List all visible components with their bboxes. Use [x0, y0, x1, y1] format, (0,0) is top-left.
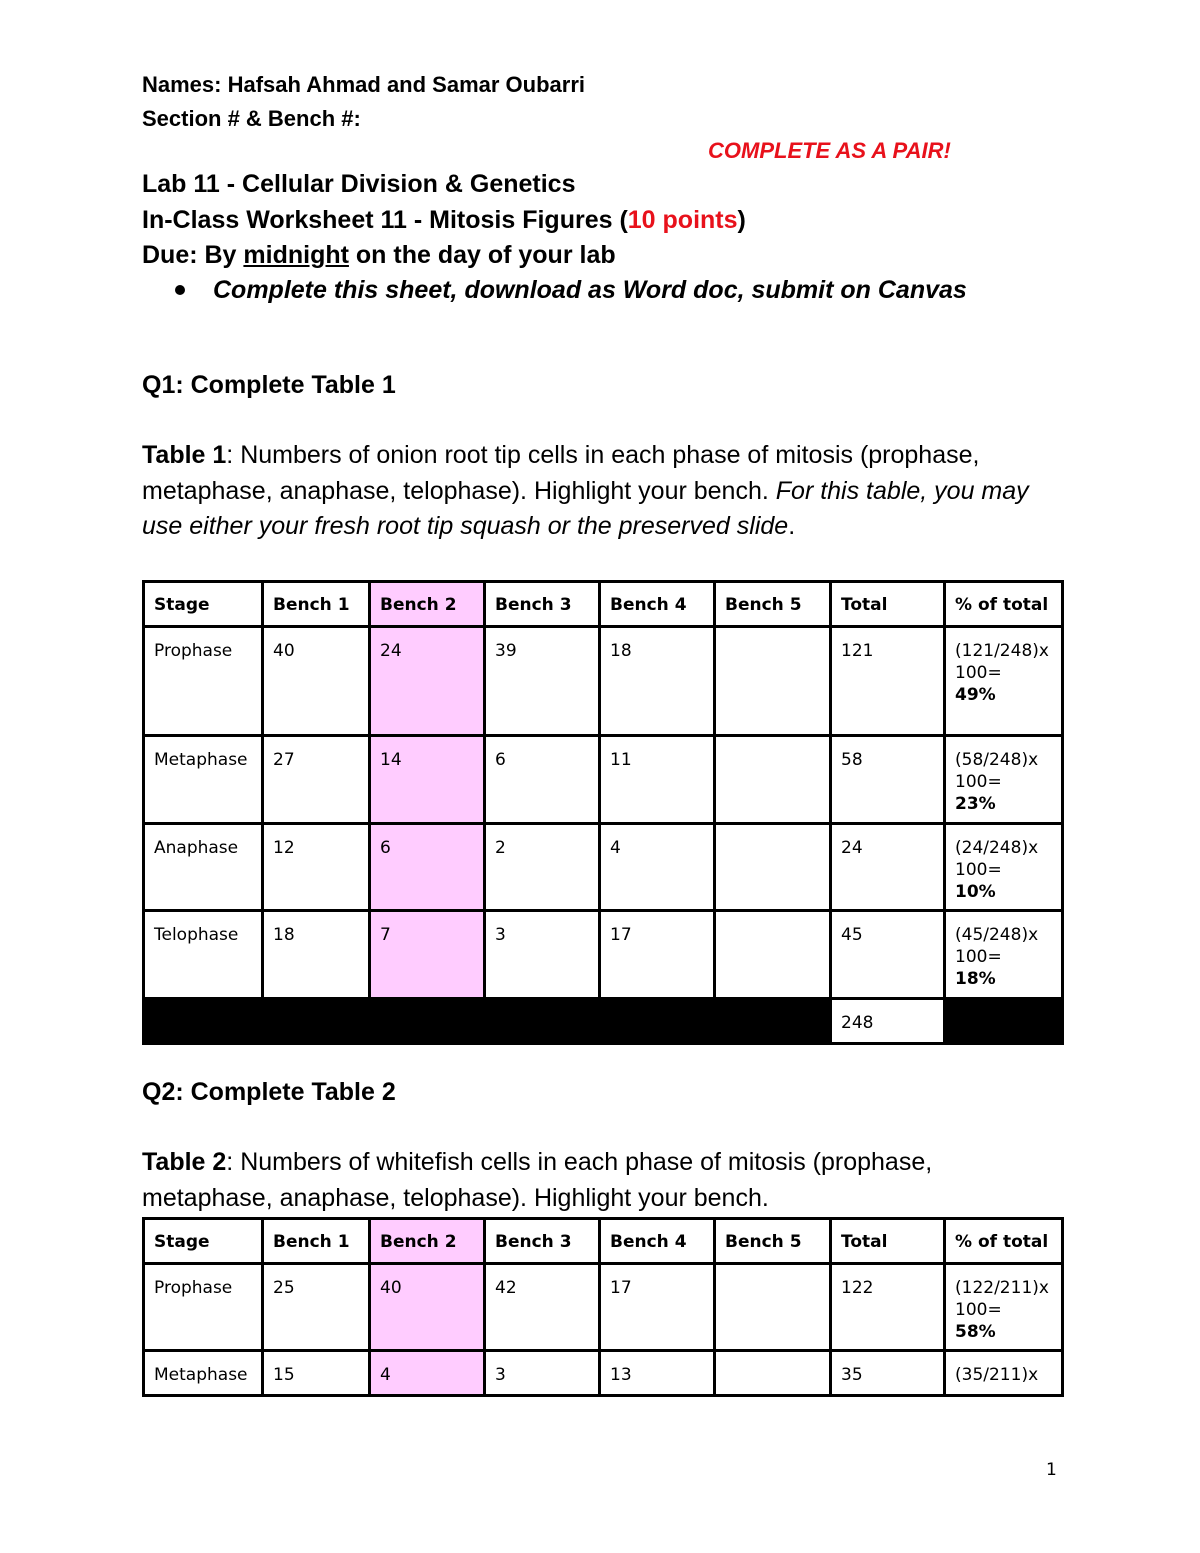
- table2-header-bench2: Bench 2: [370, 1219, 485, 1264]
- calc-line-2: 100=: [955, 947, 1002, 967]
- percent-value: 58%: [955, 1322, 996, 1342]
- table1-total-row: [144, 999, 1063, 1044]
- percent-value: 18%: [955, 969, 996, 989]
- bench4-cell: 4: [600, 824, 715, 911]
- table-2: [142, 1217, 1064, 1397]
- bench3-cell: 3: [485, 911, 600, 999]
- table1-header-percent: % of total: [945, 582, 1063, 627]
- worksheet-title: [142, 205, 746, 235]
- table1-caption-italic: For this table, you may use either your fresh root tip squash or the preserved slide: [142, 476, 1029, 540]
- names-label: Names:: [142, 72, 222, 97]
- due-suffix: on the day of your lab: [348, 241, 616, 269]
- table2-header-percent: % of total: [945, 1219, 1063, 1264]
- table1-header-bench2: Bench 2: [370, 582, 485, 627]
- table1-header-bench4: Bench 4: [600, 582, 715, 627]
- table-row: [144, 736, 1063, 824]
- stage-cell: Prophase: [144, 627, 263, 736]
- stage-cell: Telophase: [144, 911, 263, 999]
- table2-header-row: [144, 1219, 1063, 1264]
- bench4-cell: 11: [600, 736, 715, 824]
- table1-header-row: [144, 582, 1063, 627]
- stage-cell: Metaphase: [144, 1351, 263, 1396]
- instruction-bullet: Complete this sheet, download as Word doc, submit on Canvas: [213, 276, 967, 304]
- bench5-cell: [715, 824, 831, 911]
- table2-header-stage: Stage: [144, 1219, 263, 1264]
- table2-caption-label: Table 2: [142, 1148, 227, 1176]
- percent-cell: [945, 627, 1063, 736]
- bench5-cell: [715, 627, 831, 736]
- table2-header-bench1: Bench 1: [263, 1219, 370, 1264]
- lab-title: Lab 11 - Cellular Division & Genetics: [142, 170, 576, 198]
- bench3-cell: 39: [485, 627, 600, 736]
- bench3-cell: 42: [485, 1264, 600, 1351]
- bench3-cell: 3: [485, 1351, 600, 1396]
- due-line: [142, 240, 616, 270]
- table-row: [144, 824, 1063, 911]
- percent-cell: (35/211)x: [945, 1351, 1063, 1396]
- worksheet-points: 10 points: [627, 206, 738, 234]
- stage-cell: Prophase: [144, 1264, 263, 1351]
- due-underlined: midnight: [243, 241, 349, 269]
- bench4-cell: 17: [600, 911, 715, 999]
- bullet-dot-icon: [175, 285, 185, 295]
- calc-line-2: 100=: [955, 1300, 1002, 1320]
- percent-cell: [945, 911, 1063, 999]
- bench5-cell: [715, 1264, 831, 1351]
- bench1-cell: 18: [263, 911, 370, 999]
- bench1-cell: 40: [263, 627, 370, 736]
- worksheet-prefix: In-Class Worksheet 11 - Mitosis Figures (: [142, 206, 628, 234]
- q2-heading: Q2: Complete Table 2: [142, 1078, 396, 1106]
- table1-caption-label: Table 1: [142, 441, 227, 469]
- calc-line-2: 100=: [955, 860, 1002, 880]
- bench5-cell: [715, 1351, 831, 1396]
- stage-cell: Metaphase: [144, 736, 263, 824]
- table1-header-bench3: Bench 3: [485, 582, 600, 627]
- bench2-cell: 40: [370, 1264, 485, 1351]
- total-cell: 58: [831, 736, 945, 824]
- total-cell: 121: [831, 627, 945, 736]
- table-row: [144, 1264, 1063, 1351]
- grand-total-cell: 248: [831, 999, 945, 1044]
- bench1-cell: 15: [263, 1351, 370, 1396]
- table2-header-bench4: Bench 4: [600, 1219, 715, 1264]
- table2-caption: [142, 1145, 1062, 1216]
- total-cell: 24: [831, 824, 945, 911]
- worksheet-suffix: ): [737, 206, 746, 234]
- calc-line-1: (58/248)x: [955, 750, 1039, 770]
- table2-caption-text: : Numbers of whitefish cells in each phase of mitosis (prophase, metaphase, anaphase, telophase). Highlight your bench.: [142, 1148, 933, 1212]
- bench4-cell: 18: [600, 627, 715, 736]
- percent-cell: [945, 824, 1063, 911]
- bench1-cell: 25: [263, 1264, 370, 1351]
- percent-value: 10%: [955, 882, 996, 902]
- percent-value: 49%: [955, 685, 996, 705]
- bench3-cell: 2: [485, 824, 600, 911]
- table2-header-bench3: Bench 3: [485, 1219, 600, 1264]
- bench2-cell: 4: [370, 1351, 485, 1396]
- bench2-cell: 6: [370, 824, 485, 911]
- calc-line-1: (45/248)x: [955, 925, 1039, 945]
- names-line: [142, 72, 585, 98]
- total-cell: 45: [831, 911, 945, 999]
- section-bench-line: Section # & Bench #:: [142, 106, 361, 131]
- percent-cell: [945, 1264, 1063, 1351]
- bench1-cell: 27: [263, 736, 370, 824]
- table1-header-bench1: Bench 1: [263, 582, 370, 627]
- q1-heading: Q1: Complete Table 1: [142, 371, 396, 399]
- table-row: [144, 1351, 1063, 1396]
- blacked-out-cell: [144, 999, 831, 1044]
- table1-header-total: Total: [831, 582, 945, 627]
- calc-line-2: 100=: [955, 663, 1002, 683]
- total-cell: 122: [831, 1264, 945, 1351]
- calc-line-1: (122/211)x: [955, 1278, 1049, 1298]
- table1-caption-end: .: [788, 512, 796, 540]
- bench5-cell: [715, 736, 831, 824]
- table1-header-stage: Stage: [144, 582, 263, 627]
- blacked-out-cell: [945, 999, 1063, 1044]
- bench5-cell: [715, 911, 831, 999]
- bench3-cell: 6: [485, 736, 600, 824]
- calc-line-1: (24/248)x: [955, 838, 1039, 858]
- table1-caption: [142, 438, 1062, 545]
- bench4-cell: 13: [600, 1351, 715, 1396]
- table-1: [142, 580, 1064, 1045]
- due-prefix: Due: By: [142, 241, 244, 269]
- table1-header-bench5: Bench 5: [715, 582, 831, 627]
- percent-cell: [945, 736, 1063, 824]
- names-value: Hafsah Ahmad and Samar Oubarri: [227, 72, 586, 97]
- total-cell: 35: [831, 1351, 945, 1396]
- bench2-cell: 24: [370, 627, 485, 736]
- table2-header-bench5: Bench 5: [715, 1219, 831, 1264]
- percent-value: 23%: [955, 794, 996, 814]
- bench2-cell: 7: [370, 911, 485, 999]
- complete-as-pair-note: COMPLETE AS A PAIR!: [708, 138, 951, 163]
- table1-caption-text: : Numbers of onion root tip cells in each phase of mitosis (prophase, metaphase, anaphase, telophase). Highlight your bench.: [142, 441, 980, 505]
- bench2-cell: 14: [370, 736, 485, 824]
- calc-line-1: (121/248)x: [955, 641, 1049, 661]
- table-row: [144, 627, 1063, 736]
- table2-header-total: Total: [831, 1219, 945, 1264]
- bench1-cell: 12: [263, 824, 370, 911]
- page-number: 1: [1046, 1460, 1057, 1480]
- table-row: [144, 911, 1063, 999]
- calc-line-2: 100=: [955, 772, 1002, 792]
- stage-cell: Anaphase: [144, 824, 263, 911]
- bench4-cell: 17: [600, 1264, 715, 1351]
